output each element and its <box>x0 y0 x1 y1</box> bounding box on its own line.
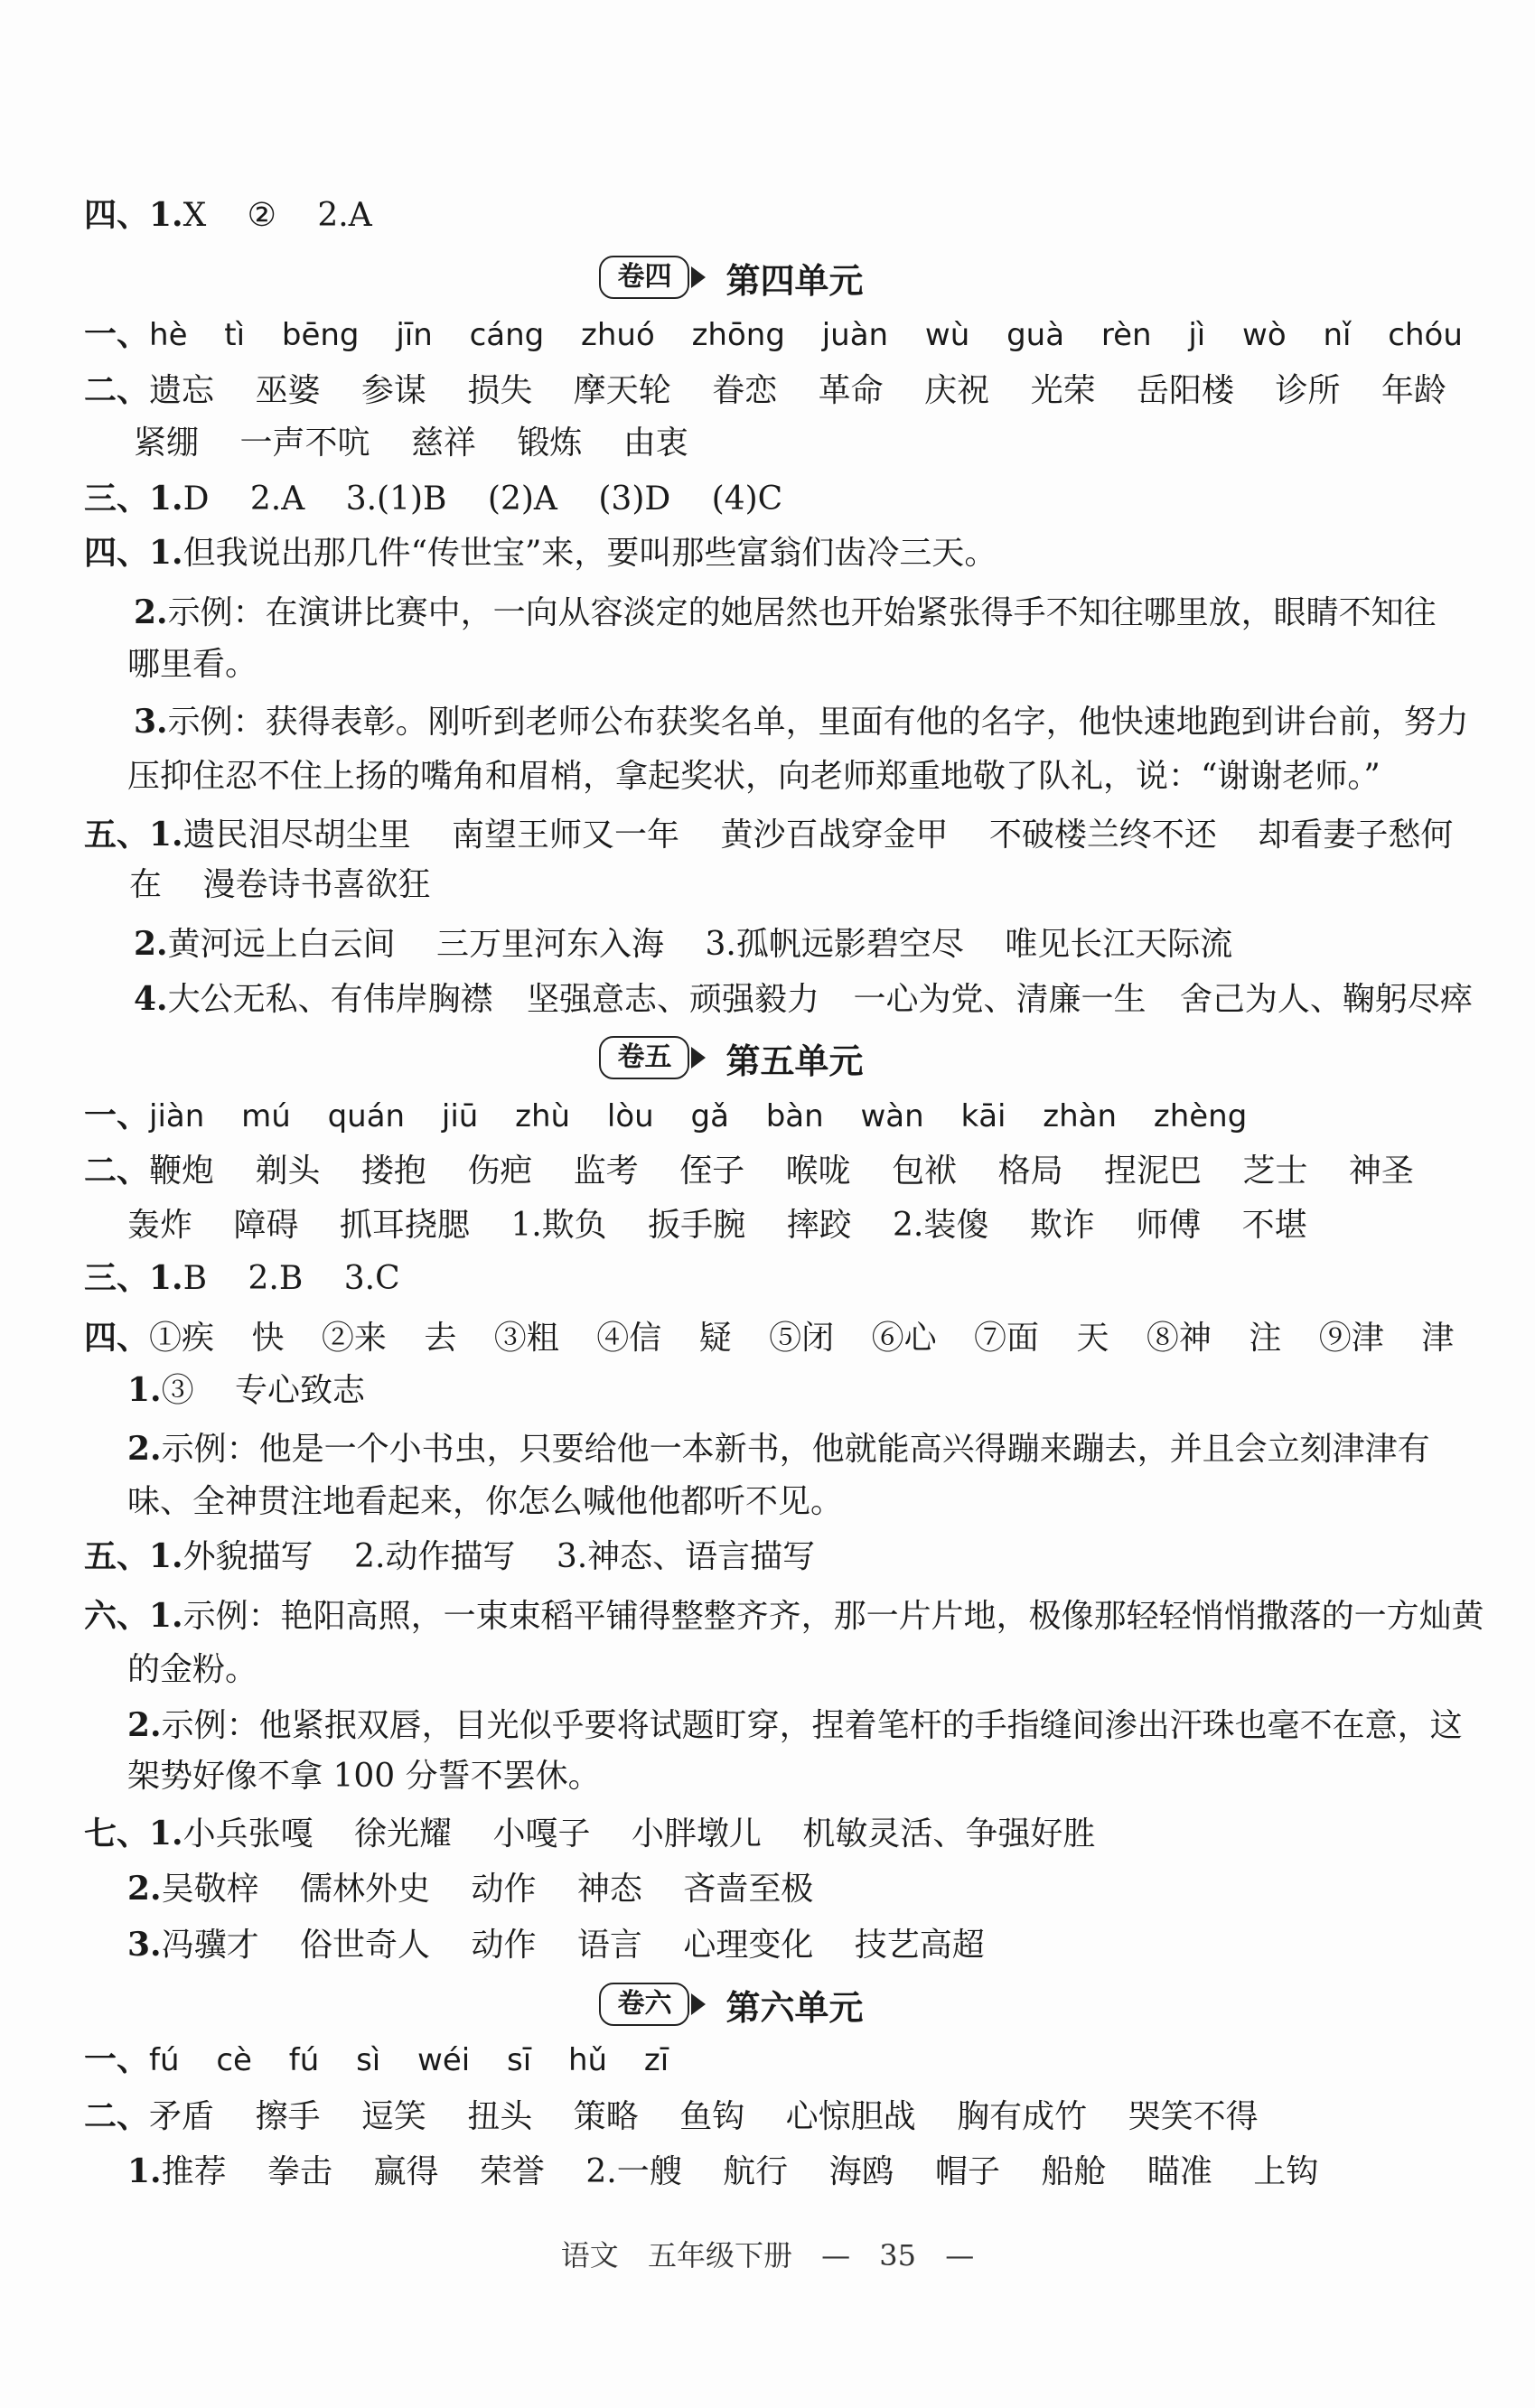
line-label: 2. <box>134 925 168 963</box>
answer-line <box>127 1367 365 1413</box>
unit-title: 第五单元 <box>725 1040 864 1081</box>
answer-line <box>84 1255 400 1301</box>
line-text: 压抑住忍不住上扬的嘴角和眉梢，拿起奖状，向老师郑重地敬了队礼，说：“谢谢老师。” <box>127 758 1381 795</box>
line-text: 外貌描写 2.动作描写 3.神态、语言描写 <box>183 1538 816 1575</box>
answer-line <box>84 1593 1484 1638</box>
line-label: 1. <box>127 1371 162 1409</box>
line-text: 在 漫卷诗书喜欲狂 <box>129 866 431 903</box>
line-text: 小兵张嘎 徐光耀 小嘎子 小胖墩儿 机敏灵活、争强好胜 <box>183 1815 1096 1853</box>
line-text: D 2.A 3.(1)B (2)A (3)D (4)C <box>183 481 783 518</box>
unit-badge: 卷六 <box>599 1983 689 2026</box>
answer-line <box>134 976 1473 1022</box>
line-text: 大公无私、有伟岸胸襟 坚强意志、顽强毅力 一心为党、清廉一生 舍己为人、鞠躬尽瘁 <box>167 981 1473 1018</box>
line-text: 矛盾 擦手 逗笑 扭头 策略 鱼钩 心惊胆战 胸有成竹 哭笑不得 <box>149 2098 1259 2135</box>
answer-line <box>127 2149 1318 2194</box>
line-label: 2. <box>127 1870 162 1908</box>
answer-line <box>134 590 1437 635</box>
line-label: 二、 <box>84 371 150 409</box>
line-text: 示例：在演讲比赛中，一向从容淡定的她居然也开始紧张得手不知往哪里放，眼睛不知往 <box>167 594 1437 631</box>
answer-line <box>134 699 1469 744</box>
answer-line <box>127 1754 601 1799</box>
unit-badge: 卷四 <box>599 256 689 299</box>
answer-line <box>127 1479 843 1525</box>
answer-line <box>84 192 372 238</box>
answer-line <box>127 1426 1430 1471</box>
line-text: B 2.B 3.C <box>183 1260 400 1297</box>
line-text: 紧绷 一声不吭 慈祥 锻炼 由衷 <box>134 425 688 462</box>
answer-line <box>84 2037 669 2082</box>
line-label: 一、 <box>84 315 150 353</box>
line-text: 味、全神贯注地看起来，你怎么喊他他都听不见。 <box>127 1483 844 1520</box>
answer-line <box>84 368 1446 413</box>
line-text: 轰炸 障碍 抓耳挠腮 1.欺负 扳手腕 摔跤 2.装傻 欺诈 师傅 不堪 <box>127 1207 1307 1244</box>
line-label: 3. <box>127 1926 162 1964</box>
line-text: 架势好像不拿 100 分誓不罢休。 <box>127 1758 601 1795</box>
line-text: 示例：他紧抿双唇，目光似乎要将试题盯穿，捏着笔杆的手指缝间渗出汗珠也毫不在意，这 <box>161 1707 1463 1744</box>
line-label: 三、1. <box>84 480 183 518</box>
unit-header <box>0 1979 1499 2030</box>
line-text: 遗民泪尽胡尘里 南望王师又一年 黄沙百战穿金甲 不破楼兰终不还 却看妻子愁何 <box>183 817 1454 854</box>
line-label: 2. <box>127 1430 162 1468</box>
unit-title: 第六单元 <box>725 1986 864 2028</box>
line-text: 推荐 拳击 赢得 荣誉 2.一艘 航行 海鸥 帽子 船舱 瞄准 上钩 <box>161 2153 1319 2190</box>
answer-line <box>127 642 257 687</box>
line-label: 2. <box>127 1706 162 1744</box>
answer-line <box>84 812 1453 857</box>
line-label: 二、 <box>84 1152 150 1190</box>
answer-line <box>134 921 1232 966</box>
line-text: 遗忘 巫婆 参谋 损失 摩天轮 眷恋 革命 庆祝 光荣 岳阳楼 诊所 年龄 <box>149 372 1446 409</box>
line-text: 示例：艳阳高照，一束束稻平铺得整整齐齐，那一片片地，极像那轻轻悄悄撒落的一方灿黄 <box>183 1598 1484 1635</box>
answer-line <box>84 1811 1095 1856</box>
line-label: 三、1. <box>84 1259 183 1297</box>
line-text: jiàn mú quán jiū zhù lòu gǎ bàn wàn kāi zhàn zhèng <box>149 1098 1248 1134</box>
answer-line <box>84 1148 1414 1193</box>
line-text: 黄河远上白云间 三万里河东入海 3.孤帆远影碧空尽 唯见长江天际流 <box>167 926 1233 963</box>
answer-line <box>127 1647 257 1693</box>
line-label: 一、 <box>84 1097 150 1134</box>
answer-line <box>84 1315 1454 1360</box>
line-text: 示例：他是一个小书虫，只要给他一本新书，他就能高兴得蹦来蹦去，并且会立刻津津有 <box>161 1431 1430 1468</box>
answer-line <box>84 1093 1247 1138</box>
line-label: 七、1. <box>84 1815 183 1853</box>
line-label: 五、1. <box>84 1537 183 1575</box>
line-label: 六、1. <box>84 1597 183 1635</box>
line-text: ③ 专心致志 <box>161 1372 366 1409</box>
line-text: 冯骥才 俗世奇人 动作 语言 心理变化 技艺高超 <box>161 1927 985 1964</box>
line-text: 的金粉。 <box>127 1651 258 1688</box>
line-label: 一、 <box>84 2040 150 2078</box>
line-text: X ② 2.A <box>183 197 372 234</box>
line-label: 3. <box>134 703 168 741</box>
line-label: 1. <box>127 2152 162 2190</box>
answer-line <box>129 863 430 908</box>
line-text: 鞭炮 剃头 搂抱 伤疤 监考 侄子 喉咙 包袱 格局 捏泥巴 芝士 神圣 <box>149 1153 1414 1190</box>
line-text: ①疾 快 ②来 去 ③粗 ④信 疑 ⑤闭 ⑥心 ⑦面 天 ⑧神 注 ⑨津 津 <box>149 1320 1455 1357</box>
line-label: 五、1. <box>84 816 183 854</box>
unit-title: 第四单元 <box>725 259 864 301</box>
line-text: 哪里看。 <box>127 646 258 683</box>
line-text: 吴敬梓 儒林外史 动作 神态 吝啬至极 <box>161 1871 814 1908</box>
answer-line <box>127 1703 1463 1748</box>
answer-line <box>84 2094 1259 2139</box>
unit-header <box>0 1032 1499 1083</box>
answer-line <box>127 754 1381 799</box>
unit-badge: 卷五 <box>599 1036 689 1079</box>
line-label: 四、 <box>84 1319 150 1357</box>
line-label: 4. <box>134 980 168 1018</box>
line-label: 2. <box>134 593 168 631</box>
line-text: hè tì bēng jīn cáng zhuó zhōng juàn wù guà rèn jì wò nǐ chóu <box>149 317 1463 353</box>
answer-line <box>84 530 997 575</box>
line-label: 四、1. <box>84 196 183 234</box>
line-text: 但我说出那几件“传世宝”来，要叫那些富翁们齿冷三天。 <box>183 535 997 572</box>
line-label: 四、1. <box>84 534 183 572</box>
answer-line <box>134 421 688 466</box>
unit-header <box>0 252 1499 303</box>
answer-line <box>84 312 1463 357</box>
line-label: 二、 <box>84 2097 150 2135</box>
line-text: fú cè fú sì wéi sī hǔ zī <box>149 2042 669 2078</box>
line-text: 示例：获得表彰。刚听到老师公布获奖名单，里面有他的名字，他快速地跑到讲台前，努力 <box>167 704 1469 741</box>
answer-line <box>127 1203 1307 1248</box>
answer-line <box>127 1866 813 1911</box>
page-footer: 语文 五年级下册 — 35 — <box>560 2238 975 2273</box>
answer-line <box>84 476 782 521</box>
answer-line <box>84 1534 815 1579</box>
answer-line <box>127 1922 985 1967</box>
